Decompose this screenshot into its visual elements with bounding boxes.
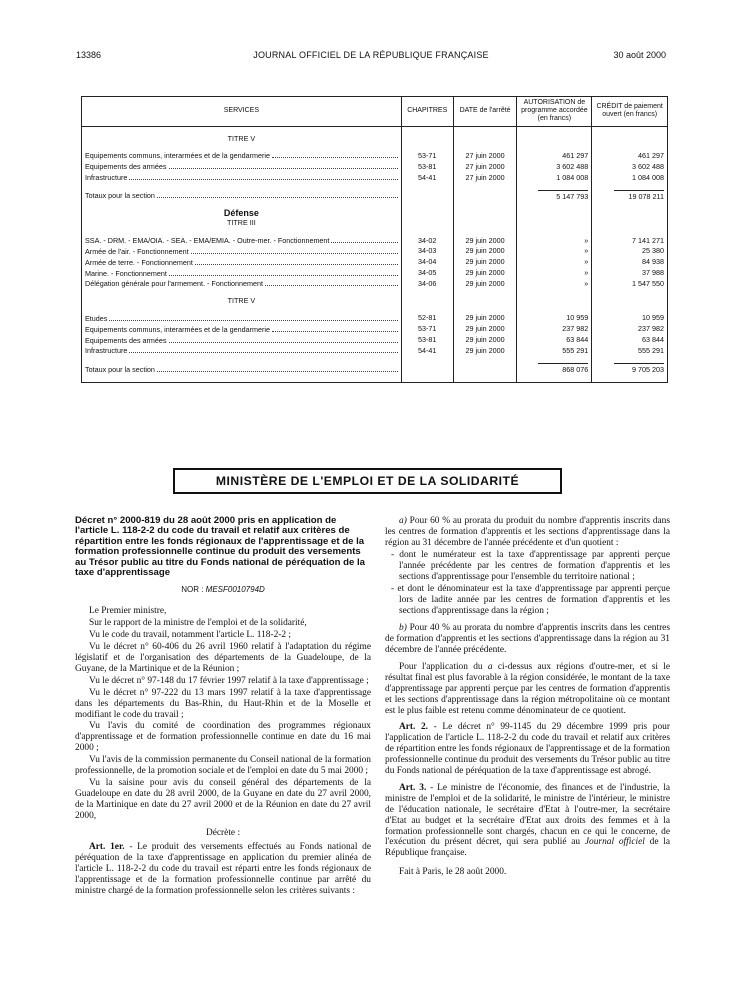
paragraph: Vu le décret n° 60-406 du 26 avril 1960 relatif à l'adaptation du régime législatif et de l'organisation des départements de la Guadeloupe, de la Guyane, de la Martinique et de la Réunion ;	[75, 642, 371, 674]
chapitre-cell: 54-41	[401, 172, 453, 183]
nor-code: MESF0010794D	[205, 585, 265, 595]
autorisation-cell: »	[517, 235, 592, 246]
chapitre-cell: 34-04	[401, 257, 453, 268]
paragraph: Sur le rapport de la ministre de l'emploi et de la solidarité,	[89, 618, 307, 629]
date-cell: 29 juin 2000	[453, 345, 517, 356]
autorisation-cell: 10 959	[517, 313, 592, 324]
left-column	[75, 516, 371, 898]
credit-cell: 25 380	[592, 246, 668, 257]
section-heading: Défense	[82, 209, 402, 219]
overseas-ref: a	[487, 661, 493, 672]
date-cell: 27 juin 2000	[453, 172, 517, 183]
credit-cell: 555 291	[592, 345, 668, 356]
service-name: SSA. - DRM. - EMA/OIA. - SEA. - EMA/EMIA. - Outre-mer. - Fonctionnement	[85, 236, 330, 246]
autorisation-cell: »	[517, 257, 592, 268]
header-autorisation: AUTORISATION de programme accordée (en francs)	[517, 97, 592, 127]
decree-title: Décret n° 2000-819 du 28 août 2000 pris en application de l'article L. 118-2-2 du code du travail et relatif aux critères de répartition entre les fonds régionaux de l'apprentissage et de la formation professionnelle continue du produit des versements au Trésor public au titre du Fonds national de péréquation de la taxe d'apprentissage	[75, 515, 365, 579]
criterion-b	[385, 623, 670, 656]
criterion-text: Pour 60 % au prorata du produit du nombre d'apprentis inscrits dans les centres de formation d'apprentis et les sections d'apprentissage dans la région au 31 décembre de l'année précédente et d'un quotient :	[385, 516, 671, 548]
service-cell	[82, 313, 402, 324]
paragraph: Vu le décret n° 97-148 du 17 février 1997 relatif à la taxe d'apprentissage ;	[89, 675, 369, 686]
chapitre-cell: 34-05	[401, 268, 453, 279]
service-cell	[82, 268, 402, 279]
service-cell	[82, 335, 402, 346]
paragraph: Vu l'avis de la commission permanente du Conseil national de la formation professionnelle, de la promotion sociale et de l'emploi en date du 5 mai 2000 ;	[75, 755, 371, 777]
service-cell	[82, 345, 402, 356]
chapitre-cell: 53-81	[401, 335, 453, 346]
autorisation-cell: 461 297	[517, 150, 592, 161]
paragraph: Vu l'avis du comité de coordination des programmes régionaux d'apprentissage et de formation professionnelle continue en date du 16 mai 2000 ;	[75, 721, 371, 754]
service-cell	[82, 246, 402, 257]
article-label: Art. 3.	[399, 782, 427, 793]
autorisation-cell: »	[517, 246, 592, 257]
table-row	[82, 278, 668, 289]
table-row	[82, 246, 668, 257]
service-name: Equipements des armées	[85, 162, 167, 172]
titre-label: TITRE V	[82, 296, 402, 306]
page-number: 13386	[76, 50, 102, 60]
service-name: Etudes	[85, 313, 108, 323]
overseas-paragraph	[385, 662, 670, 717]
table-row	[82, 335, 668, 346]
criterion-a	[385, 516, 670, 549]
date-cell: 27 juin 2000	[453, 150, 517, 161]
service-cell	[82, 172, 402, 183]
total-row	[82, 190, 668, 202]
service-cell	[82, 161, 402, 172]
service-cell	[82, 324, 402, 335]
date-cell: 29 juin 2000	[453, 278, 517, 289]
service-name: Armée de terre. - Fonctionnement	[85, 257, 193, 267]
criterion-label: a)	[399, 516, 407, 526]
article-text: - Le ministre de l'économie, des finances et de l'industrie, la ministre de l'emploi et de la solidarité, le ministre de l'intérieur, le ministre de l'éducation nationale, le secrétaire d'Etat à l'outre-mer, la secrétaire d'Etat au budget et la secrétaire d'Etat aux droits des femmes et à la formation professionnelle sont chargés, chacun en ce qui le concerne, de l'exécution du présent décret, qui sera publié au	[385, 782, 670, 848]
service-name: Equipements des armées	[85, 335, 167, 345]
titre-row	[82, 218, 668, 228]
date-cell: 29 juin 2000	[453, 246, 517, 257]
credit-cell: 461 297	[592, 150, 668, 161]
service-name: Marine. - Fonctionnement	[85, 268, 167, 278]
total-credit: 19 078 211	[614, 190, 664, 202]
autorisation-cell: »	[517, 268, 592, 279]
credit-cell: 10 959	[592, 313, 668, 324]
chapitre-cell: 34-02	[401, 235, 453, 246]
decrete: Décrète :	[205, 827, 241, 838]
total-label: Totaux pour la section	[85, 191, 155, 201]
dash-item: - dont le numérateur est la taxe d'apprentissage par apprenti perçue l'année précédente par les centres de formation d'apprentis et les sections d'apprentissage pour l'ensemble du territoire national ;	[391, 549, 670, 582]
service-name: Infrastructure	[85, 346, 128, 356]
autorisation-cell: 237 982	[517, 324, 592, 335]
table-row	[82, 150, 668, 161]
article-2	[385, 722, 670, 777]
titre-label: TITRE V	[82, 134, 402, 144]
chapitre-cell: 53-81	[401, 161, 453, 172]
table-row	[82, 324, 668, 335]
total-label: Totaux pour la section	[85, 364, 155, 374]
service-name: Délégation générale pour l'armement. - Fonctionnement	[85, 279, 263, 289]
paragraph: Vu le code du travail, notamment l'article L. 118-2-2 ;	[89, 630, 292, 641]
criterion-text: Pour 40 % au prorata du nombre d'apprentis inscrits dans les centres de formation d'apprentis et les sections d'apprentissage dans la région au 31 décembre de l'année précédente.	[385, 623, 670, 655]
paragraph: Vu le décret n° 97-222 du 13 mars 1997 relatif à la taxe d'apprentissage dans les départements du Bas-Rhin, du Haut-Rhin et de la Moselle et modifiant le code du travail ;	[75, 687, 371, 720]
overseas-text: Pour l'application du	[399, 661, 483, 672]
date-cell: 29 juin 2000	[453, 324, 517, 335]
chapitre-cell: 52-81	[401, 313, 453, 324]
service-name: Equipements communs, interarmées et de la gendarmerie	[85, 324, 270, 334]
date-cell: 29 juin 2000	[453, 235, 517, 246]
paragraph: Le Premier ministre,	[89, 606, 167, 617]
table-row	[82, 268, 668, 279]
overseas-text: ci-dessus aux régions d'outre-mer, et si le résultat final est plus favorable à la région considérée, le montant de la taxe d'apprentissage par apprenti perçue par les centres de formation d'apprentis et les sections d'apprentissage dans la région métropolitaine où ce montant est le plus faible est retenu comme dénominateur de ce quotient.	[385, 661, 671, 716]
chapitre-cell: 53-71	[401, 150, 453, 161]
total-autorisation: 5 147 793	[538, 190, 588, 202]
right-column	[385, 516, 670, 879]
table-header-row	[82, 97, 668, 127]
article-label: Art. 1er.	[89, 842, 125, 853]
autorisation-cell: 555 291	[517, 345, 592, 356]
date-cell: 29 juin 2000	[453, 313, 517, 324]
titre-row	[82, 134, 668, 144]
article-1	[75, 842, 371, 897]
article-text: - Le produit des versements effectués au Fonds national de péréquation de la taxe d'apprentissage en application du premier alinéa de l'article L. 118-2-2 du code du travail est réparti entre les fonds régionaux de l'apprentissage et de la formation professionnelle continue par arrêté du ministre chargé de la formation professionnelle selon les critères suivants :	[75, 842, 371, 897]
table-row	[82, 345, 668, 356]
journal-ref: Journal officiel	[584, 837, 645, 848]
table-row	[82, 313, 668, 324]
nor-reference	[75, 585, 371, 596]
titre-row	[82, 296, 668, 306]
chapitre-cell: 34-06	[401, 278, 453, 289]
credit-cell: 37 988	[592, 268, 668, 279]
table-row	[82, 172, 668, 183]
credit-cell: 1 547 550	[592, 278, 668, 289]
service-cell	[82, 257, 402, 268]
header-date: DATE de l'arrêté	[453, 97, 517, 127]
article-label: Art. 2.	[399, 722, 429, 733]
date-cell: 29 juin 2000	[453, 257, 517, 268]
autorisation-cell: »	[517, 278, 592, 289]
issue-date: 30 août 2000	[613, 50, 666, 60]
service-cell	[82, 150, 402, 161]
table-row	[82, 235, 668, 246]
table-body	[82, 126, 668, 382]
total-autorisation: 868 076	[538, 363, 588, 375]
page-header	[76, 50, 666, 64]
service-name: Infrastructure	[85, 173, 128, 182]
header-services: SERVICES	[82, 97, 402, 127]
article-text: de la République française.	[385, 837, 671, 859]
credit-cell: 237 982	[592, 324, 668, 335]
table-row	[82, 257, 668, 268]
section-heading-row	[82, 209, 668, 219]
total-credit: 9 705 203	[614, 363, 664, 375]
chapitre-cell: 53-71	[401, 324, 453, 335]
dash-item: - et dont le dénominateur est la taxe d'apprentissage par apprenti perçue lors de ladite année par les centres de formation d'apprentis et les sections d'apprentissage dans la région ;	[391, 584, 670, 617]
credit-cell: 84 938	[592, 257, 668, 268]
article-text: - Le décret n° 99-1145 du 29 décembre 1999 pris pour l'application de l'article L. 118-2-2 du code du travail et relatif aux critères de répartition entre les fonds régionaux de l'apprentissage et de la formation professionnelle continue du produit des versements du Trésor public au titre du Fonds national de péréquation de la taxe d'apprentissage est abrogé.	[385, 722, 670, 777]
service-cell	[82, 278, 402, 289]
credit-cell: 7 141 271	[592, 235, 668, 246]
journal-title: JOURNAL OFFICIEL DE LA RÉPUBLIQUE FRANÇAISE	[253, 50, 489, 60]
chapitre-cell: 34-03	[401, 246, 453, 257]
autorisation-cell: 3 602 488	[517, 161, 592, 172]
total-row	[82, 363, 668, 375]
header-chapitres: CHAPITRES	[401, 97, 453, 127]
date-cell: 29 juin 2000	[453, 335, 517, 346]
service-name: Equipements communs, interarmées et de la gendarmerie	[85, 151, 270, 161]
header-credit: CRÉDIT de paiement ouvert (en francs)	[592, 97, 668, 127]
signature-place-date: Fait à Paris, le 28 août 2000.	[399, 867, 507, 878]
service-name: Armée de l'air. - Fonctionnement	[85, 246, 189, 256]
paragraph: Vu la saisine pour avis du conseil général des départements de la Guadeloupe en date du 28 avril 2000, de la Guyane en date du 27 avril 2000, de la Martinique en date du 27 avril 2000 et de la Réunion en date du 27 avril 2000,	[75, 777, 371, 821]
credit-cell: 63 844	[592, 335, 668, 346]
credits-table	[81, 96, 668, 383]
table-row	[82, 161, 668, 172]
date-cell: 29 juin 2000	[453, 268, 517, 279]
criterion-label: b)	[399, 623, 407, 634]
nor-label: NOR :	[181, 585, 204, 595]
chapitre-cell: 54-41	[401, 345, 453, 356]
date-cell: 27 juin 2000	[453, 161, 517, 172]
autorisation-cell: 1 084 008	[517, 172, 592, 183]
autorisation-cell: 63 844	[517, 335, 592, 346]
titre-label: TITRE III	[82, 218, 402, 228]
article-3	[385, 783, 670, 859]
ministry-banner: MINISTÈRE DE L'EMPLOI ET DE LA SOLIDARITÉ	[173, 468, 562, 494]
credit-cell: 3 602 488	[592, 161, 668, 172]
service-cell	[82, 235, 402, 246]
credit-cell: 1 084 008	[592, 172, 668, 183]
